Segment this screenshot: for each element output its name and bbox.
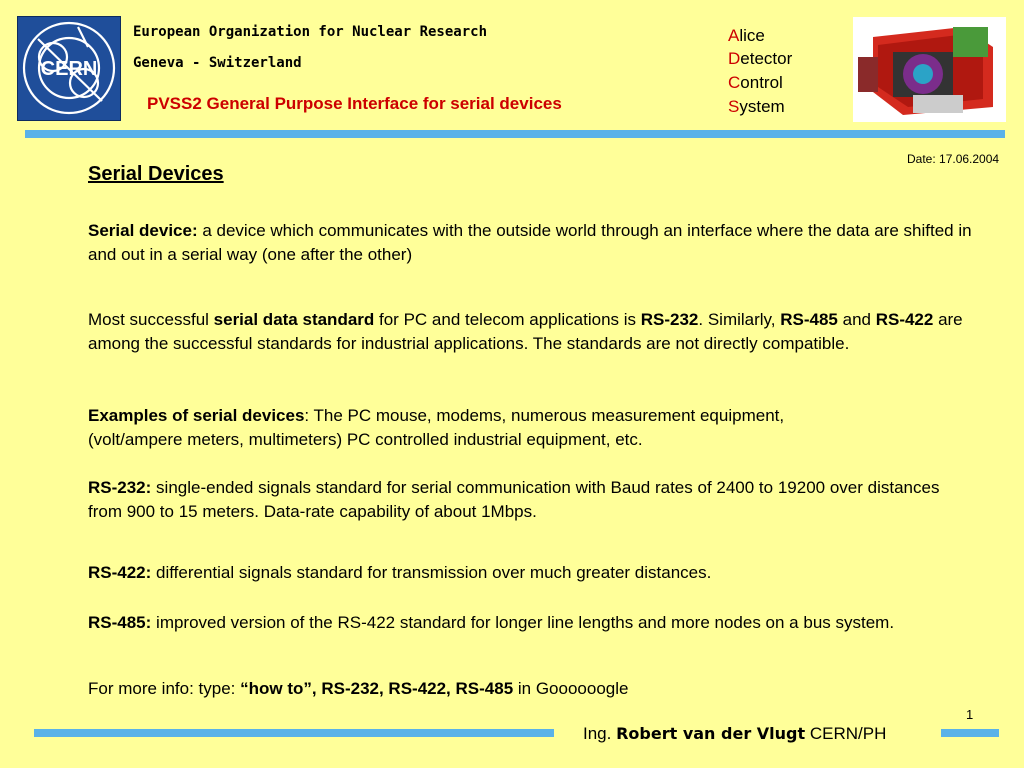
acronym-line-control: Control bbox=[728, 73, 783, 92]
footer-bar-left bbox=[34, 729, 554, 737]
slide-heading: Serial Devices bbox=[88, 163, 224, 185]
paragraph-rs422: RS-422: differential signals standard for transmission over much greater distances. bbox=[88, 563, 712, 582]
paragraph-standards: Most successful serial data standard for PC and telecom applications is RS-232. Similarly, RS-485 and RS-422 are among the successful standards for industrial applications. The standards are not directly compatible. bbox=[88, 310, 963, 353]
paragraph-serial-device: Serial device: a device which communicates with the outside world through an interface where the data are shifted in and out in a serial way (one after the other) bbox=[88, 221, 972, 264]
acronym-line-system: System bbox=[728, 97, 785, 116]
cern-logo-text: CERN bbox=[40, 58, 98, 80]
acronym-line-alice: Alice bbox=[728, 26, 765, 45]
page-number: 1 bbox=[966, 707, 974, 722]
author-credit: Ing. Robert van der Vlugt CERN/PH bbox=[583, 724, 887, 743]
organization-name: European Organization for Nuclear Research bbox=[133, 24, 488, 40]
cern-logo bbox=[17, 16, 121, 121]
presentation-subtitle: PVSS2 General Purpose Interface for serial devices bbox=[147, 94, 562, 113]
paragraph-rs232: RS-232: single-ended signals standard for serial communication with Baud rates of 2400 to 19200 over distances from 900 to 15 meters. Data-rate capability of about 1Mbps. bbox=[88, 478, 940, 521]
alice-detector-image bbox=[853, 17, 1006, 122]
date-label: Date: 17.06.2004 bbox=[907, 152, 1000, 166]
paragraph-more-info: For more info: type: “how to”, RS-232, RS-422, RS-485 in Goooooogle bbox=[88, 679, 629, 698]
paragraph-rs485: RS-485: improved version of the RS-422 standard for longer line lengths and more nodes on a bus system. bbox=[88, 613, 895, 632]
paragraph-examples: Examples of serial devices: The PC mouse, modems, numerous measurement equipment, (volt/ampere meters, multimeters) PC controlled industrial equipment, etc. bbox=[88, 406, 785, 449]
acronym-line-detector: Detector bbox=[728, 49, 793, 68]
organization-location: Geneva - Switzerland bbox=[133, 55, 302, 71]
header-divider-bar bbox=[25, 130, 1005, 138]
footer-bar-right bbox=[941, 729, 999, 737]
